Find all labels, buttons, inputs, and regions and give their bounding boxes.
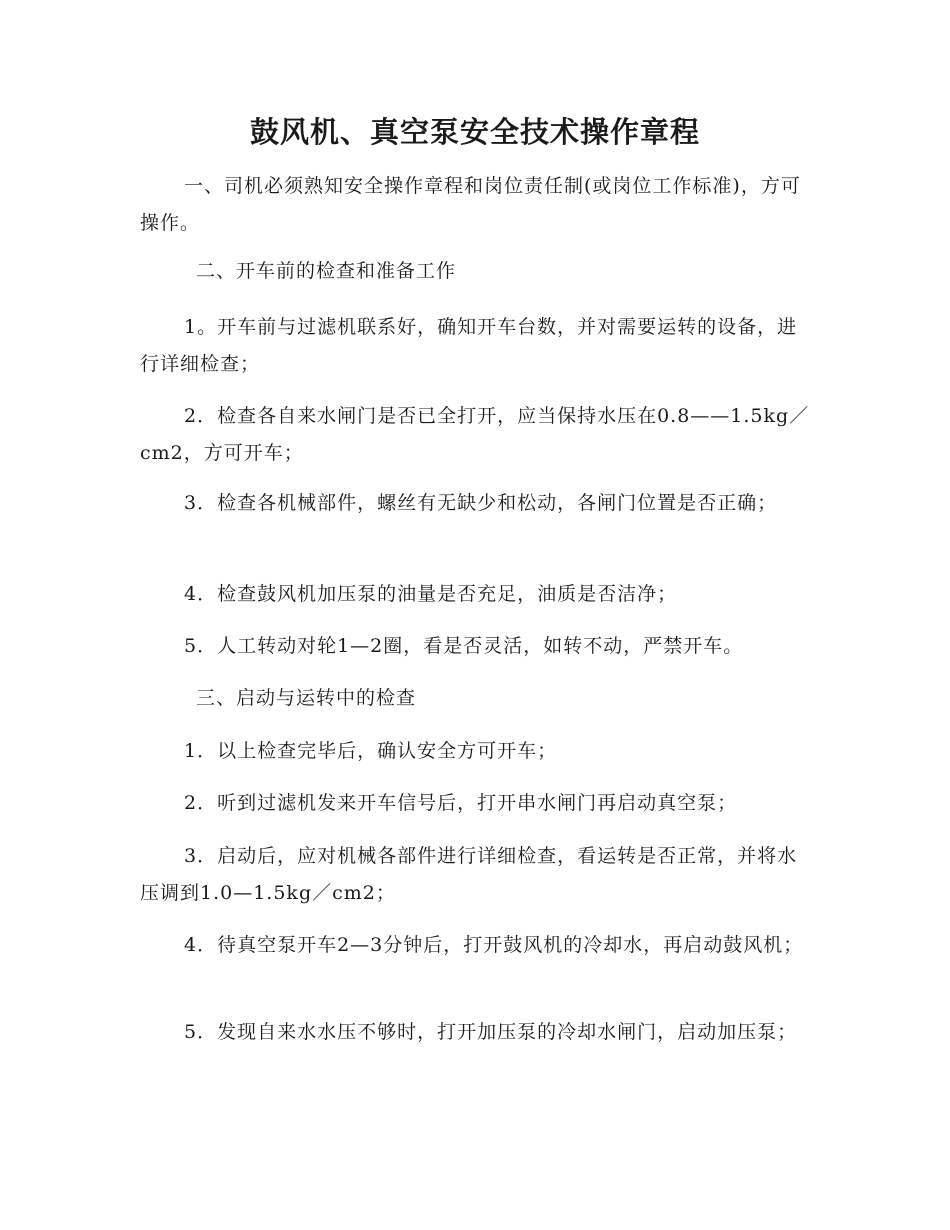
heading-section-3: 三、启动与运转中的检查 — [196, 687, 417, 709]
paragraph-item-3-2: 2．听到过滤机发来开车信号后，打开串水闸门再启动真空泵； — [184, 792, 738, 814]
paragraph-section-1: 一、司机必须熟知安全操作章程和岗位责任制(或岗位工作标准)，方可操作。 — [140, 175, 801, 234]
paragraph-item-3-3: 3．启动后，应对机械各部件进行详细检查，看运转是否正常，并将水压调到1.0—1.5kg／cm2； — [140, 845, 798, 904]
paragraph-item-2-4: 4．检查鼓风机加压泵的油量是否充足，油质是否洁净； — [184, 583, 678, 605]
document-title: 鼓风机、真空泵安全技术操作章程 — [249, 115, 700, 149]
paragraph-item-3-4: 4．待真空泵开车2—3分钟后，打开鼓风机的冷却水，再启动鼓风机； — [184, 934, 804, 956]
paragraph-item-3-1: 1．以上检查完毕后，确认安全方可开车； — [184, 740, 558, 762]
heading-section-2: 二、开车前的检查和准备工作 — [196, 260, 457, 282]
paragraph-item-2-1: 1。开车前与过滤机联系好，确知开车台数，并对需要运转的设备，进行详细检查； — [140, 316, 798, 375]
paragraph-item-2-2: 2．检查各自来水闸门是否已全打开，应当保持水压在0.8——1.5kg／cm2，方可开车； — [140, 405, 810, 464]
paragraph-item-2-5: 5．人工转动对轮1—2圈，看是否灵活，如转不动，严禁开车。 — [184, 635, 744, 657]
paragraph-item-2-3: 3．检查各机械部件，螺丝有无缺少和松动，各闸门位置是否正确； — [184, 492, 778, 514]
paragraph-item-3-5: 5．发现自来水水压不够时，打开加压泵的冷却水闸门，启动加压泵； — [184, 1021, 798, 1043]
